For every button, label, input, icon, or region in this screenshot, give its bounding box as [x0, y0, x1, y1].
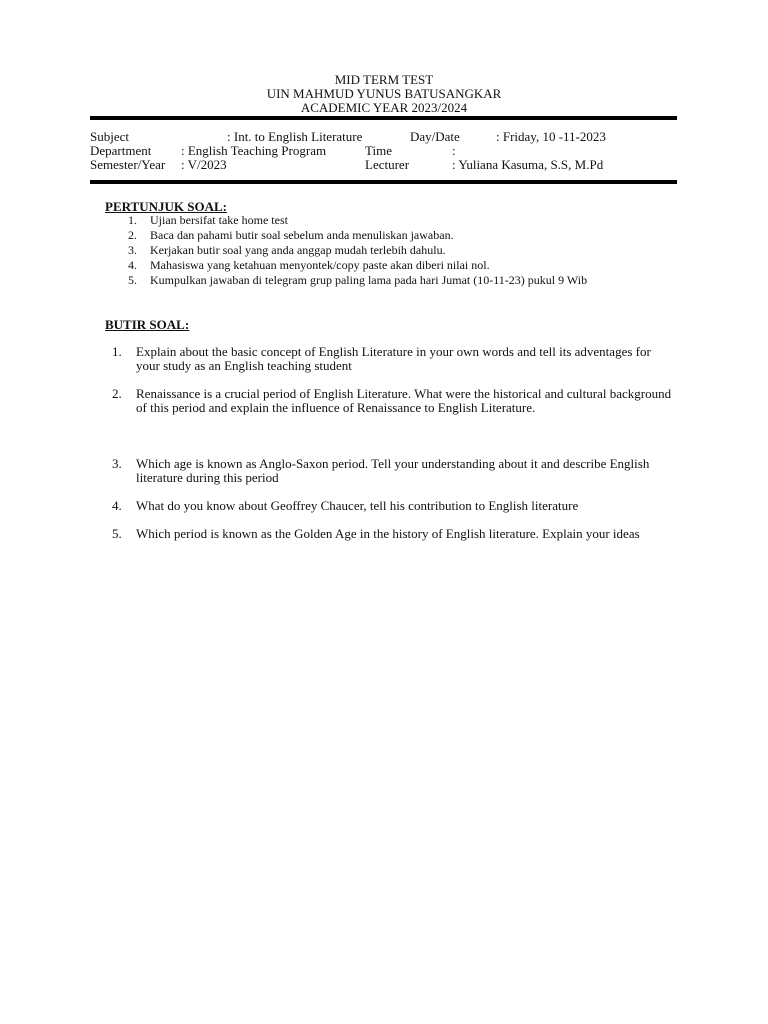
- question-number: 3.: [112, 456, 122, 471]
- question-text: What do you know about Geoffrey Chaucer, tell his contribution to English literature: [136, 498, 579, 513]
- top-divider: [90, 116, 677, 120]
- institution-name: UIN MAHMUD YUNUS BATUSANGKAR: [266, 86, 502, 101]
- item-text: Ujian bersifat take home test: [150, 213, 288, 227]
- semester-value: : V/2023: [181, 157, 227, 172]
- time-value: :: [452, 143, 456, 158]
- questions-title: BUTIR SOAL:: [105, 317, 190, 332]
- subject-value: : Int. to English Literature: [227, 129, 363, 144]
- item-number: 1.: [128, 213, 137, 227]
- question-number: 4.: [112, 498, 122, 513]
- daydate-value: : Friday, 10 -11-2023: [496, 129, 606, 144]
- bottom-divider: [90, 180, 677, 184]
- subject-label: Subject: [90, 129, 129, 144]
- lecturer-value: : Yuliana Kasuma, S.S, M.Pd: [452, 157, 604, 172]
- question-text: Explain about the basic concept of English Literature in your own words and tell its adventages for your study as an English teaching student: [136, 344, 651, 373]
- item-number: 5.: [128, 273, 137, 287]
- question-text: Which age is known as Anglo-Saxon period. Tell your understanding about it and describe English literature during this period: [136, 456, 650, 485]
- lecturer-label: Lecturer: [365, 157, 410, 172]
- daydate-label: Day/Date: [410, 129, 460, 144]
- academic-year: ACADEMIC YEAR 2023/2024: [300, 100, 468, 115]
- instructions-title: PERTUNJUK SOAL:: [105, 199, 227, 214]
- question-text: Renaissance is a crucial period of English Literature. What were the historical and cultural background of this period and explain the influence of Renaissance to English Literature.: [136, 386, 672, 415]
- question-text: Which period is known as the Golden Age in the history of English literature. Explain your ideas: [136, 526, 640, 541]
- item-text: Baca dan pahami butir soal sebelum anda menuliskan jawaban.: [150, 228, 454, 242]
- item-text: Kerjakan butir soal yang anda anggap mudah terlebih dahulu.: [150, 243, 446, 257]
- question-number: 5.: [112, 526, 122, 541]
- item-text: Kumpulkan jawaban di telegram grup paling lama pada hari Jumat (10-11-23) pukul 9 Wib: [150, 273, 588, 287]
- question-number: 1.: [112, 344, 122, 359]
- item-number: 4.: [128, 258, 137, 272]
- department-label: Department: [90, 143, 152, 158]
- item-number: 2.: [128, 228, 137, 242]
- item-number: 3.: [128, 243, 137, 257]
- time-label: Time: [365, 143, 392, 158]
- department-value: : English Teaching Program: [181, 143, 327, 158]
- question-number: 2.: [112, 386, 122, 401]
- exam-title: MID TERM TEST: [334, 72, 434, 87]
- item-text: Mahasiswa yang ketahuan menyontek/copy paste akan diberi nilai nol.: [150, 258, 490, 272]
- semester-label: Semester/Year: [90, 157, 166, 172]
